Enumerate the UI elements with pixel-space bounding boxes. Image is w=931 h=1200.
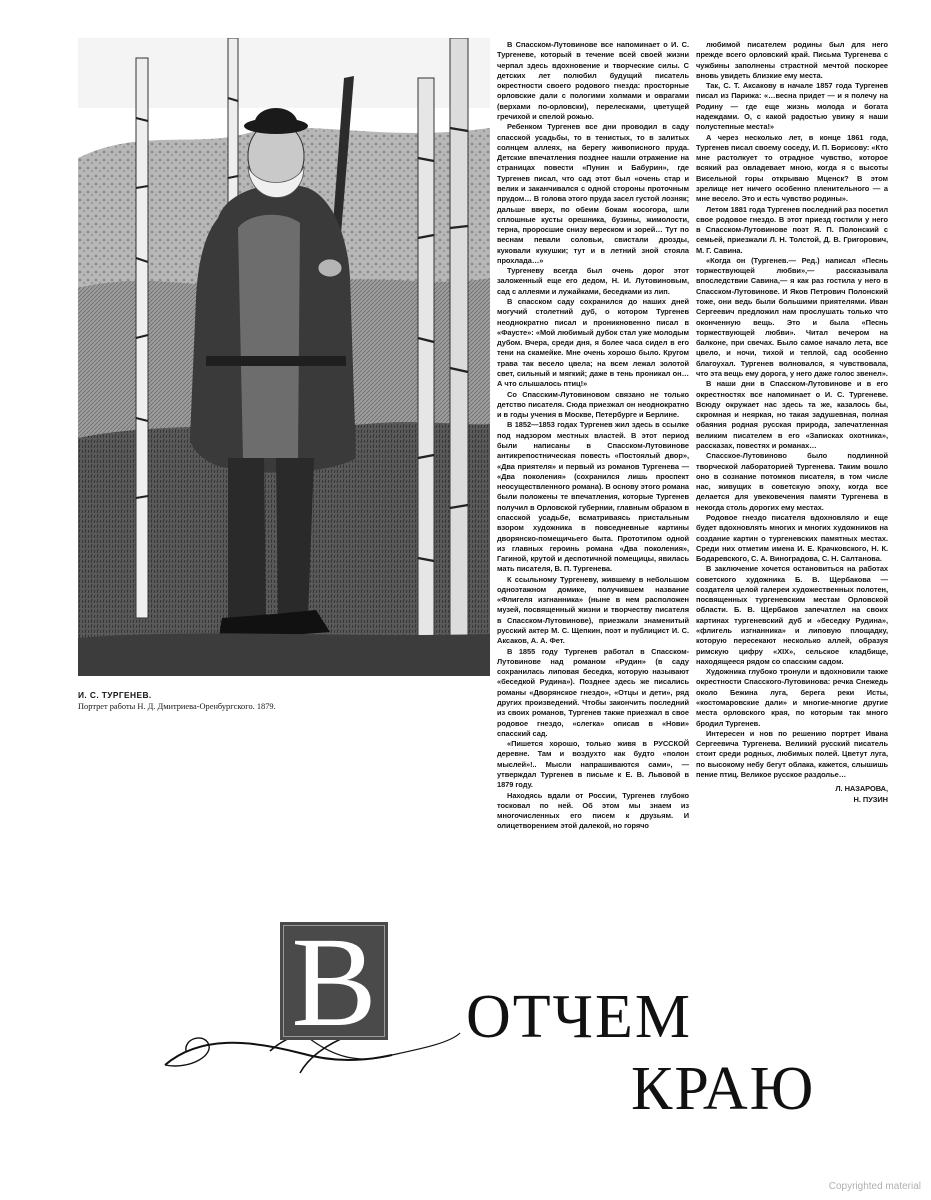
portrait-caption [78,690,498,712]
paragraph: К ссыльному Тургеневу, жившему в небольшом одноэтажном домике, получившем название «Флигеля изгнанника» (ныне в нем расположен музей, посвященный жизни и творчеству писателя в Спасском-Лутовинове), приезжали знаменитый русский актер М. С. Щепкин, поэт и публицист И. С. Аксаков, А. А. Фет. [497,574,689,646]
paragraph: В заключение хочется остановиться на работах советского художника Б. В. Щербакова — создателя целой галереи художественных полотен, посвященных тургеневским местам Орловской области. Б. В. Щербаков запечатлел на своих картинах тургеневский дуб и «беседку Рудина», «флигель изгнанника» и липовую площадку, которую пересекают несколько аллей, образуя римскую цифру «XIX», сельское кладбище, находящееся рядом со спасским садом. [696,564,888,666]
author-name: Л. НАЗАРОВА, [835,784,888,794]
article-authors [696,784,888,805]
caption-text: Портрет работы Н. Д. Дмитриева-Оренбургского. 1879. [78,702,276,711]
paragraph: В 1852—1853 годах Тургенев жил здесь в ссылке под надзором местных властей. В этот период были написаны в Спасском-Лутовинове антикрепостническая повесть «Постоялый двор», «Два приятеля» и первый из романов Тургенева — «Два поколения» (сохранился лишь проспект неосуществленного романа). В основу этого романа были положены те впечатления, которые Тургенев получил в Орловской губернии, главным образом в спасской усадьбе, всматриваясь пристальным взором художника в повседневные картины дворянско-помещичьего быта. Прототипом одной из главных героинь романа «Два поколения», Гагиной, крутой и деспотичной помещицы, явилась мать писателя, В. П. Тургенева. [497,420,689,574]
paragraph: Ребенком Тургенев все дни проводил в саду спасской усадьбы, то в тенистых, то в залитых солнцем аллеях, на берегу живописного пруда. Детские впечатления позднее нашли отражение на страницах повести «Пунин и Бабурин», где Тургенев писал, что сад этот был «очень стар и велик и заканчивался с одной стороны проточным прудом… В голова этого пруда засел густой лозняк; дальше вверх, по обеим бокам косогора, шли сплошные кусты орешника, бузины, жимолости, терна, проросшие снизу вереском и зорей… Тут по веснам певали соловьи, свистали дрозды, куковали кукушки; тут и в летний зной стояла прохлада…» [497,122,689,265]
paragraph: «Пишется хорошо, только живя в РУССКОЙ деревне. Там и воздухто как будто «полон мыслей»!.. Мысли напрашиваются сами», — утверждал Тургенев в письме к Е. В. Львовой в 1879 году. [497,739,689,790]
paragraph: Находясь вдали от России, Тургенев глубоко тосковал по ней. Об этом мы знаем из многочисленных его писем к друзьям. И олицетворением этой далекой, но горячо [497,790,689,831]
article-column-left [497,40,689,898]
copyright-notice: Copyrighted material [828,1181,921,1192]
paragraph: Спасское-Лутовиново было подлинной творческой лабораторией Тургенева. Таким вошло оно в сознание потомков писателя, в том числе нас, живущих в советскую эпоху, когда все делается для увековечения памяти Тургенева в некогда столь дорогих ему местах. [696,451,888,512]
title-line-2: КРАЮ [631,1055,816,1123]
caption-name: И. С. ТУРГЕНЕВ. [78,690,152,700]
paragraph: Художника глубоко тронули и вдохновили также окрестности Спасского-Лутовинова: речка Снежедь около Бежина луга, берега реки Исты, «костомаровские дали» и многие-многие другие места орловского края, по которым так много бродил Тургенев. [696,667,888,728]
title-line-1: ОТЧЕМ [466,983,692,1051]
paragraph: А через несколько лет, в конце 1861 года, Тургенев писал своему соседу, И. П. Борисову: «Кто мне растолкует то отрадное чувство, которое всякий раз овладевает мною, когда я с высоты Висельной горы открываю Мценск? В этом зрелище нет ничего особенно пленительного — а мне весело. Это и есть чувство родины». [696,132,888,204]
paragraph: Со Спасским-Лутовиновом связано не только детство писателя. Сюда приезжал он неоднократно и в годы учения в Москве, Петербурге и Берлине. [497,389,689,420]
paragraph: любимой писателем родины был для него прежде всего орловский край. Письма Тургенева с чужбины заполнены страстной мечтой поскорее вновь увидеть близкие ему места. [696,40,888,80]
paragraph: Тургеневу всегда был очень дорог этот заложенный еще его дедом, Н. И. Лутовиновым, сад с аллеями и лужайками, беседками из лип. [497,266,689,296]
paragraph: В Спасском-Лутовинове все напоминает о И. С. Тургеневе, который в течение всей своей жизни черпал здесь вдохновение и творческие силы. С детских лет полюбил будущий писатель окрестности своего родового гнезда: просторные орловские дали с пологими холмами и оврагами (верхами по-орловски), перелесками, цветущей гречихой и спелой рожью. [497,40,689,121]
paragraph: Так, С. Т. Аксакову в начале 1857 года Тургенев писал из Парижа: «…весна придет — и я полечу на Родину — где еще жизнь молода и богата надеждами. О, с какой радостью увижу я наши полустепные места!» [696,81,888,132]
paragraph: Интересен и нов по решению портрет Ивана Сергеевича Тургенева. Великий русский писатель стоит среди родных, любимых полей. Цветут луга, по высокому небу бегут облака, кажется, слышишь пение птиц. Великое русское раздолье… [696,728,888,779]
author-name: Н. ПУЗИН [853,794,888,804]
title-dropcap [280,911,388,1053]
article-column-right [696,40,888,922]
dropcap-letter: В [291,911,377,1053]
paragraph: Летом 1881 года Тургенев последний раз посетил свое родовое гнездо. В этот приезд гостили у него в Спасском-Лутовинове поэт Я. П. Полонский с семьей, приезжали Л. Н. Толстой, Д. В. Григорович, М. Г. Савина. [696,204,888,255]
paragraph: Родовое гнездо писателя вдохновляло и еще будет вдохновлять многих и многих художников на создание картин о тургеневских памятных местах. Среди них отметим имена И. Е. Крачковского, Н. К. Бодаревского, С. А. Виноградова, С. Н. Салтанова. [696,512,888,564]
paragraph: В спасском саду сохранился до наших дней могучий столетний дуб, о котором Тургенев неоднократно писал и проникновенно писал в «Фаусте»: «Мой любимый дубок стал уже молодым дубом. Вчера, среди дня, я более часа сидел в его тени на скамейке. Мне очень хорошо было. Кругом трава так весело цвела; на всем лежал золотой свет, сильный и мягкий; даже в тень проникал он… А что слышалось птиц!» [497,297,689,389]
paragraph: В наши дни в Спасском-Лутовинове и в его окрестностях все напоминает о И. С. Тургеневе. Всюду окружает нас здесь та же, казалось бы, скромная и неяркая, но такая задушевная, полная обаяния родная русская природа, запечатленная великим писателем в его «Записках охотника», рассказах, повестях и романах… [696,379,888,450]
paragraph: В 1855 году Тургенев работал в Спасском-Лутовинове над романом «Рудин» (в саду сохранилась липовая беседка, которую называют «беседкой Рудина»). Позднее здесь же писались романы «Дворянское гнездо», «Отцы и дети», ряд других произведений. Чтобы закончить последний из своих романов, Тургенев также приезжал в свое родовое гнездо, «слегка» описав в «Нови» спасский сад. [497,646,689,738]
paragraph: «Когда он (Тургенев.— Ред.) написал «Песнь торжествующей любви»,— рассказывала впоследствии Савина,— я как раз гостила у него в Спасском-Лутовинове. И Яков Петрович Полонский тоже, они ведь были большими приятелями. Иван Сергеевич предложил нам прослушать только что оконченную вещь. Это и была «Песнь торжествующей любви». Читал вечером на балконе, при свечах. Было самое начало лета, все цвело, и ночи, тихой и теплой, сад особенно благоухал. Тургенев волновался, я чувствовала, что эта вещь ему дорога, у него даже голос звенел». [696,255,888,378]
turgenev-portrait-image [78,38,490,676]
